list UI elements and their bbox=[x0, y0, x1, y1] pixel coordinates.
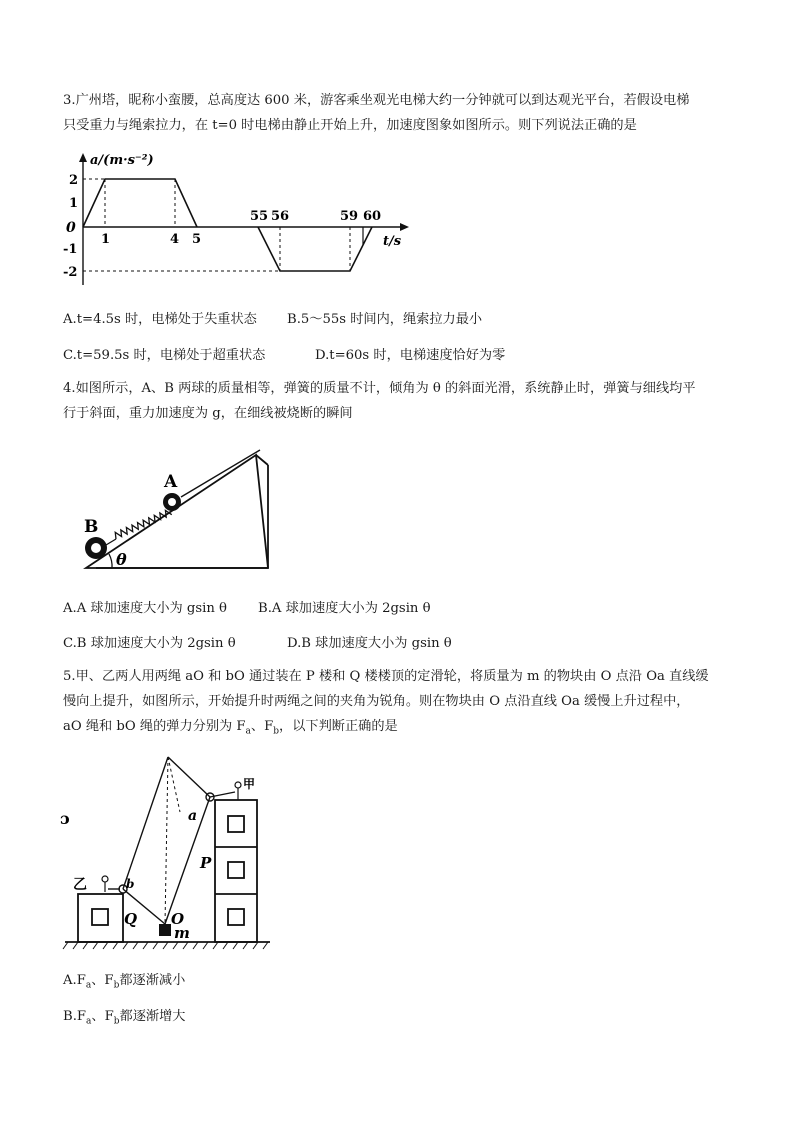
q3-acceleration-graph bbox=[60, 150, 420, 295]
q4-options-row2 bbox=[63, 632, 452, 651]
q3-origin: 0 bbox=[66, 220, 76, 236]
q3-xtick-59: 59 bbox=[340, 209, 359, 224]
q5-option-a[interactable]: $A.F_a$、$F_b$都逐渐减小 bbox=[63, 973, 186, 991]
q3-xtick-5: 5 bbox=[192, 232, 202, 247]
q5-label-m: m bbox=[174, 924, 190, 942]
q3-xtick-1: 1 bbox=[101, 232, 111, 247]
q4-option-a[interactable]: A.A 球加速度大小为 gsin θ bbox=[63, 601, 227, 616]
q4-options-row1 bbox=[63, 597, 431, 616]
q5-label-jia: 甲 bbox=[243, 777, 256, 791]
q4-angle-theta: θ bbox=[116, 550, 127, 569]
q5-label-a: a bbox=[188, 808, 198, 824]
q3-stem-line1: 3.广州塔，昵称小蛮腰，总高度达 600 米，游客乘坐观光电梯大约一分钟就可以到达观光平台，若假设电梯 bbox=[63, 93, 690, 108]
q3-xtick-55: 55 bbox=[250, 209, 269, 224]
q3-ytick-1: 1 bbox=[69, 196, 79, 211]
q3-xtick-60: 60 bbox=[363, 209, 382, 224]
q4-stem-line1: 4.如图所示，A、B 两球的质量相等，弹簧的质量不计，倾角为 θ 的斜面光滑，系统静止时，弹簧与细线均平 bbox=[63, 381, 696, 396]
q5-stem-line3: aO 绳和 bO 绳的弹力分别为 $F_a$、$F_b$，以下判断正确的是 bbox=[63, 719, 398, 737]
q3-xlabel: t/s bbox=[383, 234, 402, 249]
q5-stem-line1: 5.甲、乙两人用两绳 aO 和 bO 通过装在 P 楼和 Q 楼楼顶的定滑轮，将质量为 m 的物块由 O 点沿 Oa 直线缓 bbox=[63, 669, 709, 684]
q3-xtick-56: 56 bbox=[271, 209, 290, 224]
q4-option-c[interactable]: C.B 球加速度大小为 2gsin θ bbox=[63, 636, 236, 651]
q4-label-b: B bbox=[84, 517, 99, 537]
q5-option-b[interactable]: $B.F_a$、$F_b$都逐渐增大 bbox=[63, 1009, 186, 1027]
q3-stem-line2: 只受重力与绳索拉力，在 t=0 时电梯由静止开始上升，加速度图象如图所示。则下列说法正确的是 bbox=[63, 118, 637, 133]
q3-option-d[interactable]: D.t=60s 时，电梯速度恰好为零 bbox=[315, 348, 506, 363]
q3-option-b[interactable]: B.5～55s 时间内，绳索拉力最小 bbox=[287, 312, 483, 327]
q3-option-c[interactable]: C.t=59.5s 时，电梯处于超重状态 bbox=[63, 348, 266, 363]
q4-label-a: A bbox=[164, 472, 178, 492]
q4-option-d[interactable]: D.B 球加速度大小为 gsin θ bbox=[287, 636, 452, 651]
q4-option-b[interactable]: B.A 球加速度大小为 2gsin θ bbox=[258, 601, 431, 616]
q3-option-a[interactable]: A.t=4.5s 时，电梯处于失重状态 bbox=[63, 312, 257, 327]
q3-xtick-4: 4 bbox=[170, 232, 180, 247]
q5-edge-mark: ɔ bbox=[60, 809, 70, 828]
q5-label-yi: 乙 bbox=[73, 877, 87, 893]
q5-buildings-figure bbox=[60, 752, 280, 952]
q3-ytick-neg1: -1 bbox=[63, 242, 78, 257]
q3-options-row2 bbox=[63, 344, 505, 363]
q5-label-o: O bbox=[171, 910, 185, 928]
q3-ytick-neg2: -2 bbox=[63, 265, 78, 280]
q4-incline-figure bbox=[78, 445, 278, 575]
q4-stem-line2: 行于斜面，重力加速度为 g，在细线被烧断的瞬间 bbox=[63, 406, 353, 421]
q5-label-q: Q bbox=[124, 910, 138, 928]
q5-label-b: b bbox=[126, 877, 135, 891]
q5-stem-line2: 慢向上提升，如图所示，开始提升时两绳之间的夹角为锐角。则在物块由 O 点沿直线 Oa 缓慢上升过程中， bbox=[63, 694, 690, 709]
q3-options-row1 bbox=[63, 308, 482, 327]
q5-label-p: P bbox=[200, 854, 212, 872]
q3-ylabel: a/(m·s⁻²) bbox=[90, 153, 154, 168]
q3-ytick-2: 2 bbox=[69, 173, 79, 188]
